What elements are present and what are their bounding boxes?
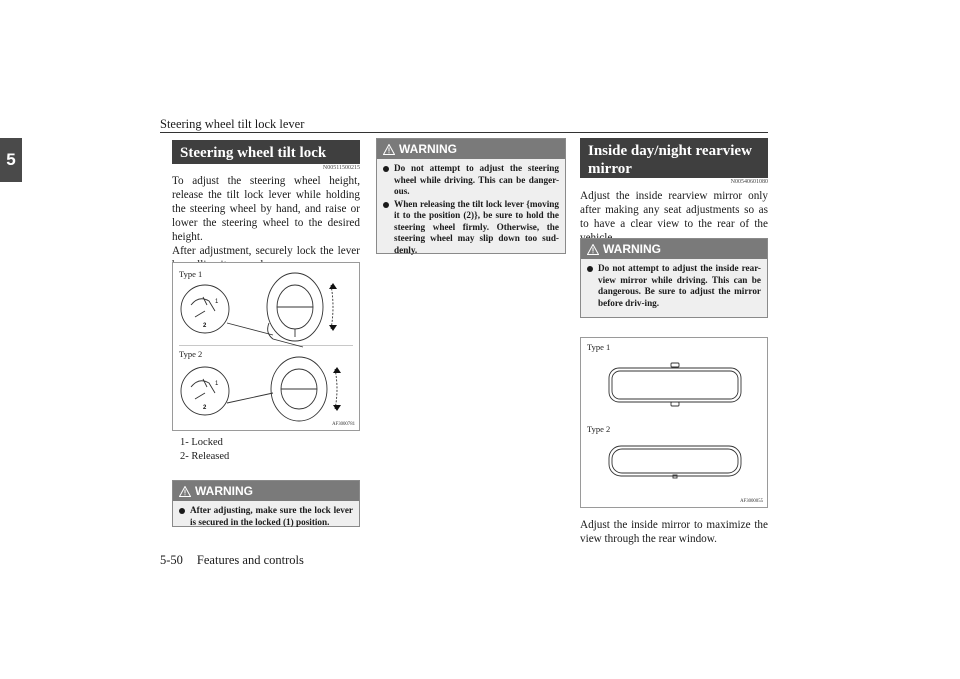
page-footer — [160, 553, 304, 568]
mirror-type1-icon — [609, 368, 741, 402]
warning-triangle-icon — [587, 244, 599, 255]
running-header: Steering wheel tilt lock lever — [160, 117, 305, 131]
steering-wheel-drawing — [173, 263, 359, 430]
section-heading-rearview-mirror: Inside day/night rearview mirror — [580, 138, 768, 178]
bullet-dot-icon — [383, 166, 389, 172]
figure-code: AF3000055 — [740, 499, 763, 504]
paragraph-adjust-height: To adjust the steering wheel height, release the tilt lock lever while holding the steering wheel by hand, and raise or lower the steering wheel to the desired height. — [172, 175, 360, 243]
warning-body — [581, 259, 767, 314]
callout-2: 2 — [203, 323, 207, 329]
figure-code: AF3000781 — [332, 422, 355, 427]
mirror-illustration — [580, 337, 768, 508]
callout-2: 2 — [203, 405, 207, 411]
warning-item: Do not attempt to adjust the steering wheel while driving. This can be danger-ous. — [383, 163, 559, 198]
legend-item-locked: 1- Locked — [180, 437, 223, 448]
mirror-drawing — [581, 338, 767, 507]
figure-label-type2: Type 2 — [587, 424, 611, 434]
paragraph-maximize-view: Adjust the inside mirror to maximize the view through the rear window. — [580, 519, 768, 545]
warning-box — [376, 138, 566, 254]
page-number: 5-50 — [160, 553, 183, 567]
bullet-dot-icon — [587, 266, 593, 272]
figure-label-type1: Type 1 — [179, 269, 203, 279]
warning-triangle-icon — [383, 144, 395, 155]
body-paragraph — [172, 174, 360, 272]
header-rule — [160, 132, 768, 133]
bullet-dot-icon — [383, 202, 389, 208]
warning-triangle-icon — [179, 486, 191, 497]
legend-item-released: 2- Released — [180, 450, 230, 462]
warning-item: Do not attempt to adjust the inside rear-view mirror while driving. This can be dangerous. Be sure to adjust the mirror before driv-ing. — [587, 263, 761, 309]
section-code: N00540601080 — [730, 179, 768, 185]
warning-item: When releasing the tilt lock lever {moving it to the position (2)}, be sure to hold the steering wheel firmly. Otherwise, the steering wheel may slip down too sud-denly. — [383, 199, 559, 257]
bullet-dot-icon — [179, 508, 185, 514]
steering-illustration — [172, 262, 360, 431]
callout-1: 1 — [215, 299, 219, 305]
warning-box — [172, 480, 360, 527]
warning-title: WARNING — [399, 142, 457, 156]
mirror-type2-icon — [609, 446, 741, 476]
paragraph-adjust-mirror: Adjust the inside rearview mirror only after making any seat adjustments so as to have a clear view to the rear of the — [580, 190, 768, 230]
warning-body — [377, 159, 565, 261]
section-code: N00511500215 — [322, 165, 360, 171]
paragraph-lock-lever: After adjustment, securely lock the lever — [172, 245, 360, 257]
figure-legend — [180, 436, 229, 463]
figure-label-type1: Type 1 — [587, 342, 611, 352]
warning-header — [377, 139, 565, 159]
warning-title: WARNING — [603, 242, 661, 256]
warning-box — [580, 238, 768, 318]
figure-label-type2: Type 2 — [179, 349, 203, 359]
warning-body — [173, 501, 359, 533]
chapter-tab: 5 — [0, 138, 22, 182]
section-heading-tilt-lock: Steering wheel tilt lock lever — [172, 140, 360, 164]
callout-1: 1 — [215, 381, 219, 387]
warning-header — [173, 481, 359, 501]
warning-header — [581, 239, 767, 259]
warning-item: After adjusting, make sure the lock lever is secured in the locked (1) position. — [179, 505, 353, 528]
footer-section: Features and controls — [196, 553, 304, 567]
warning-title: WARNING — [195, 484, 253, 498]
